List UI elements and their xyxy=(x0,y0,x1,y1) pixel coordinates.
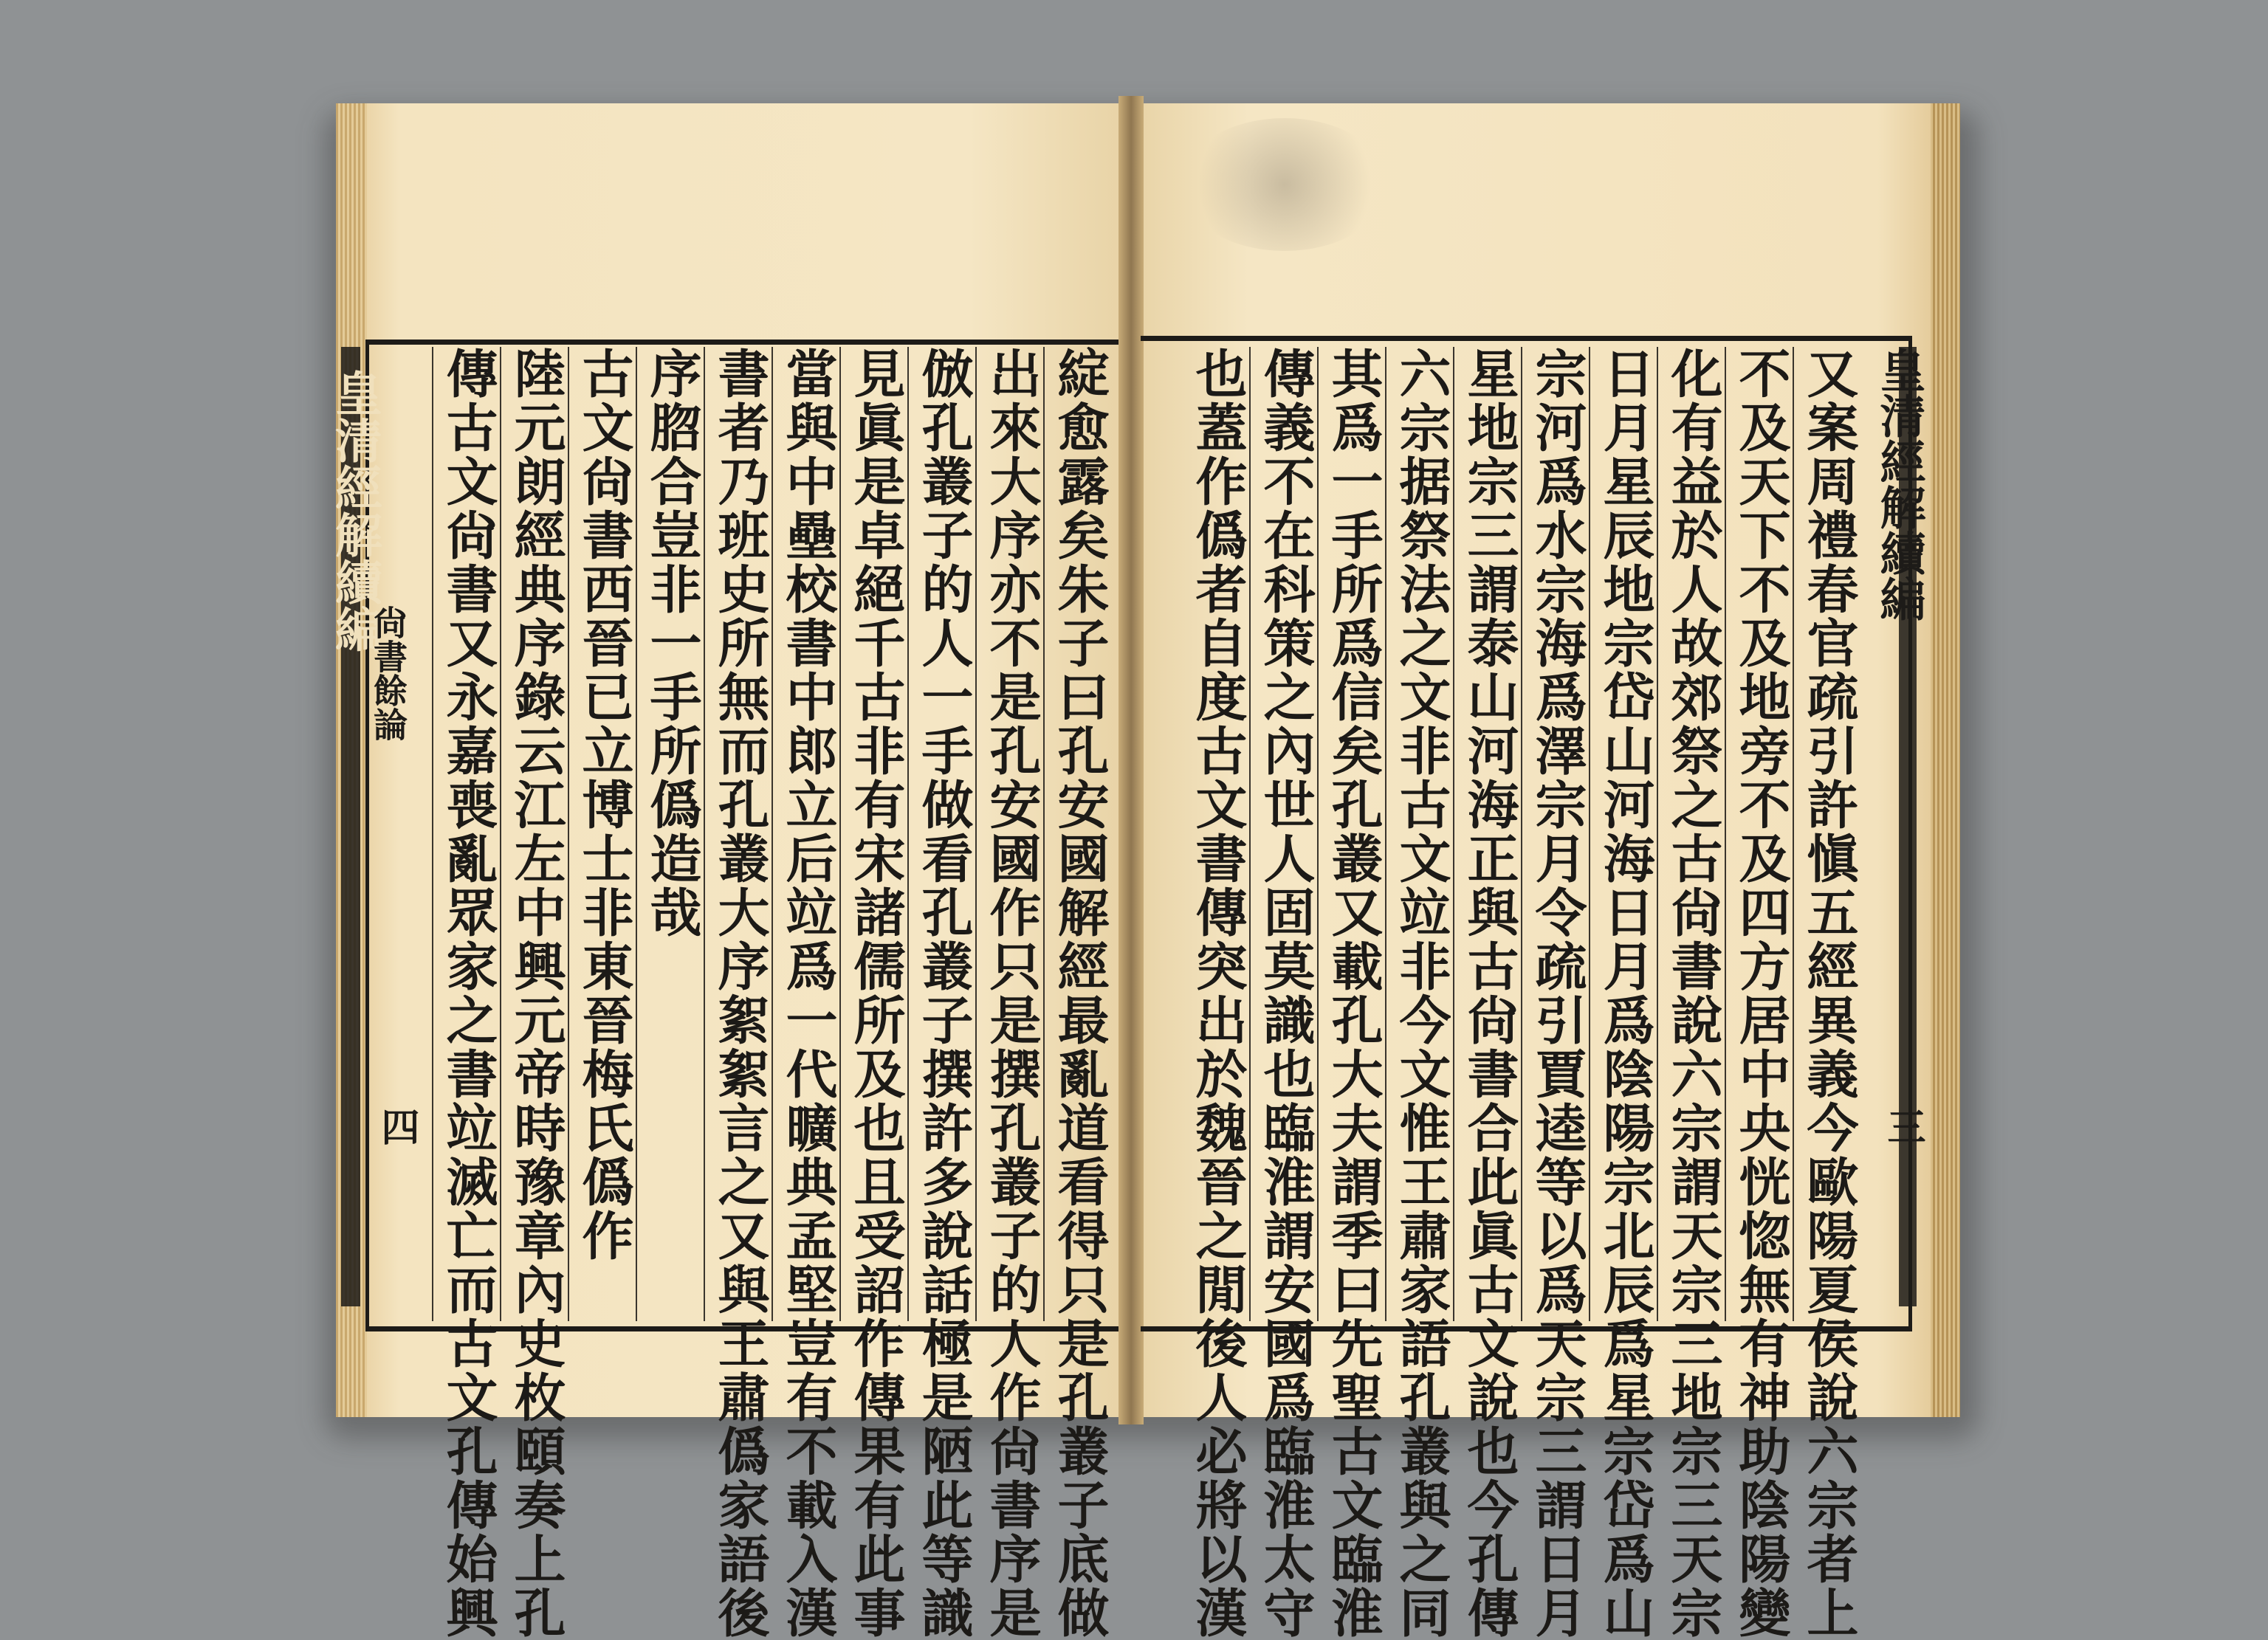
left-col-7: 序脗合豈非一手所僞造哉 xyxy=(642,347,703,940)
right-col-8: 其爲一手所爲信矣孔叢又載孔大夫謂季曰先聖古文臨淮 xyxy=(1323,347,1384,1640)
left-running-title: 皇清經解續編 xyxy=(327,369,382,652)
right-col-10: 也蓋作僞者自度古文書傳突出於魏晉之閒後人必將以漢 xyxy=(1187,347,1248,1640)
column-rule xyxy=(704,347,705,1321)
column-rule xyxy=(907,347,909,1321)
right-col-3: 化有益於人故郊祭之古尙書說六宗謂天宗三地宗三天宗 xyxy=(1663,347,1724,1640)
left-page-number: 四 xyxy=(374,1107,419,1145)
column-rule xyxy=(568,347,569,1321)
right-col-6: 星地宗三謂泰山河海正與古尙書合此眞古文說也今孔傳 xyxy=(1459,347,1520,1640)
column-rule xyxy=(975,347,977,1321)
right-col-4: 日月星辰地宗岱山河海日月爲陰陽宗北辰爲星宗岱爲山 xyxy=(1595,347,1656,1640)
right-col-7: 六宗据祭法之文非古文竝非今文惟王肅家語孔叢與之同 xyxy=(1391,347,1452,1640)
left-col-5: 當與中壘校書中郎立后竝爲一代曠典孟堅豈有不載入漢 xyxy=(777,347,839,1640)
left-col-3: 倣孔叢子的人一手做看孔叢子撰許多說話極是陋此等識 xyxy=(913,347,975,1640)
column-rule xyxy=(1385,347,1386,1321)
right-page-number: 三 xyxy=(1880,1107,1925,1145)
column-rule xyxy=(1453,347,1454,1321)
right-col-1: 又案周禮春官疏引許愼五經異義今歐陽夏侯說六宗者上 xyxy=(1798,347,1860,1640)
column-rule xyxy=(432,347,433,1321)
column-rule xyxy=(1793,347,1794,1321)
left-col-4: 見眞是卓絕千古非有宋諸儒所及也且受詔作傳果有此事 xyxy=(845,347,907,1640)
right-col-2: 不及天下不及地旁不及四方居中央恍惚無有神助陰陽變 xyxy=(1731,347,1792,1640)
fingerprint-stain xyxy=(1181,118,1388,251)
column-rule xyxy=(1249,347,1251,1321)
column-rule xyxy=(1589,347,1590,1321)
column-rule xyxy=(839,347,841,1321)
column-rule xyxy=(500,347,501,1321)
left-col-2: 出來大序亦不是孔安國作只是撰孔叢子的人作尙書序是 xyxy=(981,347,1042,1640)
book-gutter xyxy=(1118,96,1144,1424)
column-rule xyxy=(636,347,637,1321)
column-rule xyxy=(1043,347,1045,1321)
right-page-edges xyxy=(1931,103,1960,1417)
column-rule xyxy=(1657,347,1658,1321)
left-col-8: 古文尙書西晉已立博士非東晉梅氏僞作 xyxy=(574,347,635,1263)
left-col-10: 傳古文尙書又永嘉喪亂眾家之書竝滅亡而古文孔傳始興 xyxy=(438,347,499,1640)
right-col-5: 宗河爲水宗海爲澤宗月令疏引賈逵等以爲天宗三謂日月 xyxy=(1527,347,1588,1640)
column-rule xyxy=(1521,347,1522,1321)
left-section-title: 尙書餘論 xyxy=(368,605,408,741)
column-rule xyxy=(1725,347,1726,1321)
column-rule xyxy=(1317,347,1319,1321)
right-running-title: 皇清經解續編 xyxy=(1872,347,1926,621)
left-col-9: 陸元朗經典序錄云江左中興元帝時豫章內史枚頤奏上孔 xyxy=(506,347,567,1640)
right-col-9: 傳義不在科策之內世人固莫識也臨淮謂安國爲臨淮太守 xyxy=(1255,347,1316,1640)
left-col-6: 書者乃班史所無而孔叢大序絮絮言之又與王肅僞家語後 xyxy=(709,347,771,1640)
left-col-1: 綻愈露矣朱子曰孔安國解經最亂道看得只是孔叢子底做 xyxy=(1049,347,1110,1640)
column-rule xyxy=(772,347,773,1321)
